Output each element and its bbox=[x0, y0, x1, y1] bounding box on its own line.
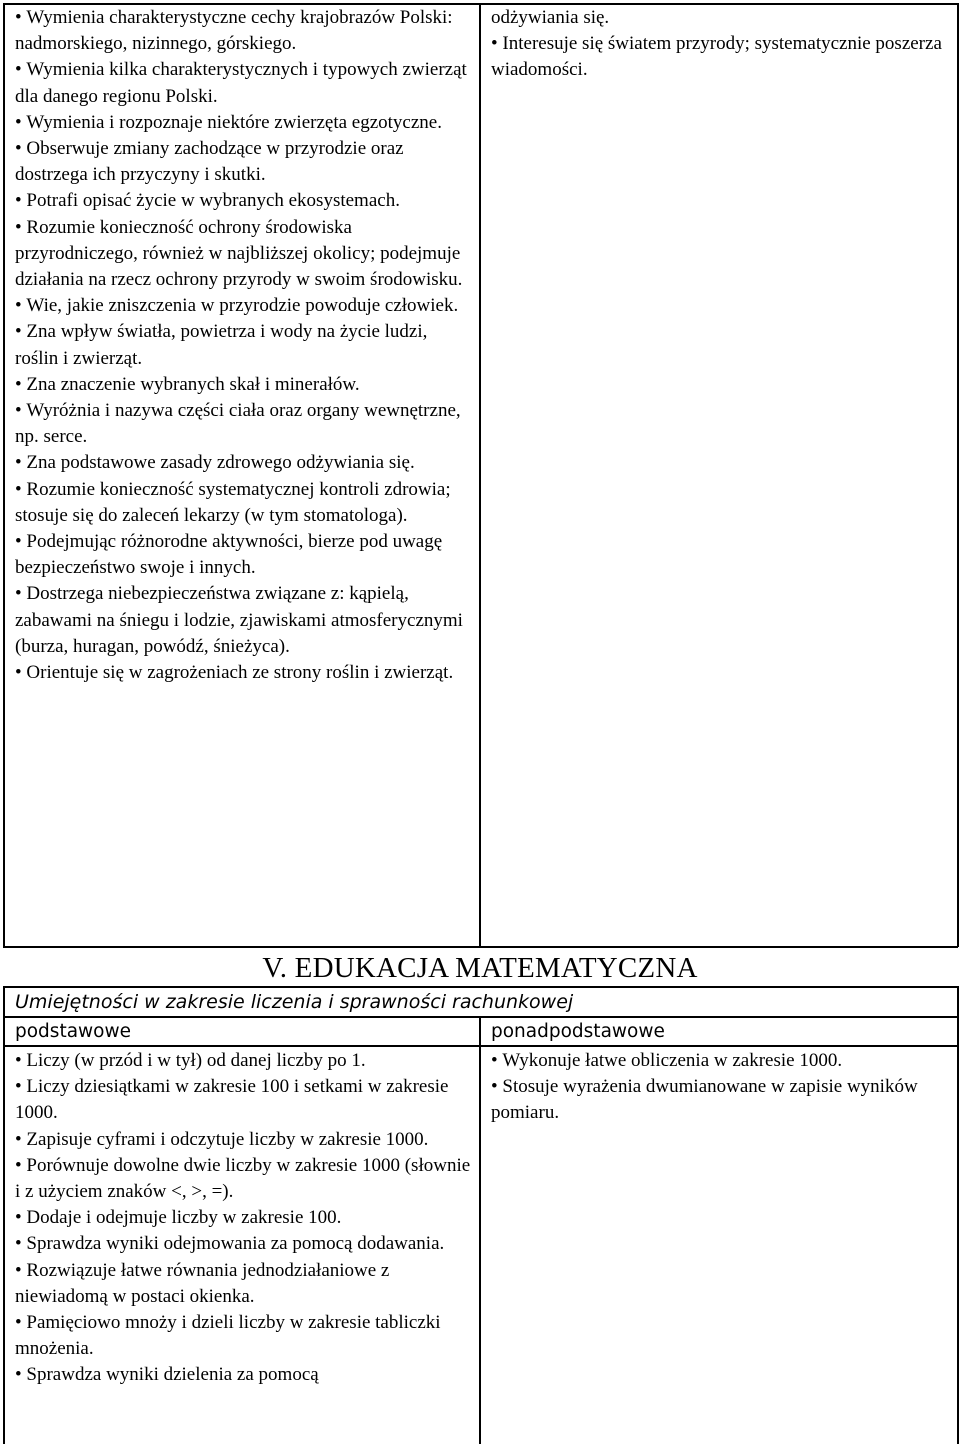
list-item: • Zna znaczenie wybranych skał i minerałów. bbox=[15, 372, 475, 398]
list-item: • Liczy (w przód i w tył) od danej liczby po 1. bbox=[15, 1048, 475, 1074]
lower-table-right-border bbox=[957, 986, 959, 1444]
upper-table-bottom-border bbox=[3, 946, 958, 948]
list-item: • Orientuje się w zagrożeniach ze strony roślin i zwierząt. bbox=[15, 660, 475, 686]
upper-table-column-divider bbox=[479, 3, 481, 947]
list-item: • Obserwuje zmiany zachodzące w przyrodzie oraz dostrzega ich przyczyny i skutki. bbox=[15, 136, 475, 188]
list-item: • Stosuje wyrażenia dwumianowane w zapisie wyników pomiaru. bbox=[491, 1074, 951, 1126]
upper-basic-cell bbox=[15, 5, 475, 686]
list-item: • Liczy dziesiątkami w zakresie 100 i setkami w zakresie 1000. bbox=[15, 1074, 475, 1126]
column-label-advanced: ponadpodstawowe bbox=[491, 1021, 665, 1042]
list-item: • Wie, jakie zniszczenia w przyrodzie powoduje człowiek. bbox=[15, 293, 475, 319]
lower-basic-list bbox=[15, 1048, 475, 1389]
section-title: V. EDUKACJA MATEMATYCZNA bbox=[262, 952, 698, 984]
upper-table-right-border bbox=[957, 3, 959, 947]
list-item: • Wykonuje łatwe obliczenia w zakresie 1000. bbox=[491, 1048, 951, 1074]
list-item: • Rozumie konieczność ochrony środowiska przyrodniczego, również w najbliższej okolicy; podejmuje działania na rzecz ochrony przyrody w swoim środowisku. bbox=[15, 215, 475, 294]
upper-basic-list bbox=[15, 5, 475, 686]
upper-advanced-list bbox=[491, 31, 951, 83]
upper-table-left-border bbox=[3, 3, 5, 947]
list-item: • Sprawdza wyniki dzielenia za pomocą bbox=[15, 1362, 475, 1388]
lower-advanced-cell bbox=[491, 1048, 951, 1127]
lower-basic-cell bbox=[15, 1048, 475, 1389]
list-item: • Wymienia kilka charakterystycznych i typowych zwierząt dla danego regionu Polski. bbox=[15, 57, 475, 109]
subheading-row-divider bbox=[3, 1016, 958, 1018]
list-item: • Wyróżnia i nazywa części ciała oraz organy wewnętrzne, np. serce. bbox=[15, 398, 475, 450]
list-item: • Rozumie konieczność systematycznej kontroli zdrowia; stosuje się do zaleceń lekarzy (w tym stomatologa). bbox=[15, 477, 475, 529]
list-item: • Wymienia charakterystyczne cechy krajobrazów Polski: nadmorskiego, nizinnego, górskiego. bbox=[15, 5, 475, 57]
list-item: • Potrafi opisać życie w wybranych ekosystemach. bbox=[15, 188, 475, 214]
list-item: • Zna wpływ światła, powietrza i wody na życie ludzi, roślin i zwierząt. bbox=[15, 319, 475, 371]
list-item: • Zna podstawowe zasady zdrowego odżywiania się. bbox=[15, 450, 475, 476]
list-item: • Sprawdza wyniki odejmowania za pomocą dodawania. bbox=[15, 1231, 475, 1257]
column-header-row-divider bbox=[3, 1045, 958, 1047]
list-item: • Pamięciowo mnoży i dzieli liczby w zakresie tabliczki mnożenia. bbox=[15, 1310, 475, 1362]
list-item: • Interesuje się światem przyrody; systematycznie poszerza wiadomości. bbox=[491, 31, 951, 83]
skills-subheading: Umiejętności w zakresie liczenia i sprawności rachunkowej bbox=[15, 991, 574, 1013]
lower-advanced-list bbox=[491, 1048, 951, 1127]
list-item: • Rozwiązuje łatwe równania jednodziałaniowe z niewiadomą w postaci okienka. bbox=[15, 1258, 475, 1310]
list-item: • Wymienia i rozpoznaje niektóre zwierzęta egzotyczne. bbox=[15, 110, 475, 136]
lower-table-left-border bbox=[3, 986, 5, 1444]
lower-table-column-divider bbox=[479, 1016, 481, 1444]
list-item: • Podejmując różnorodne aktywności, bierze pod uwagę bezpieczeństwo swoje i innych. bbox=[15, 529, 475, 581]
upper-advanced-cell bbox=[491, 5, 951, 84]
list-item: • Dodaje i odejmuje liczby w zakresie 100. bbox=[15, 1205, 475, 1231]
list-item: • Zapisuje cyframi i odczytuje liczby w zakresie 1000. bbox=[15, 1127, 475, 1153]
column-label-basic: podstawowe bbox=[15, 1021, 131, 1042]
list-item: • Porównuje dowolne dwie liczby w zakresie 1000 (słownie i z użyciem znaków <, >, =). bbox=[15, 1153, 475, 1205]
list-item: • Dostrzega niebezpieczeństwa związane z: kąpielą, zabawami na śniegu i lodzie, zjawiskami atmosferycznymi (burza, huragan, powódź, śnieżyca). bbox=[15, 581, 475, 660]
continued-text: odżywiania się. bbox=[491, 7, 610, 28]
